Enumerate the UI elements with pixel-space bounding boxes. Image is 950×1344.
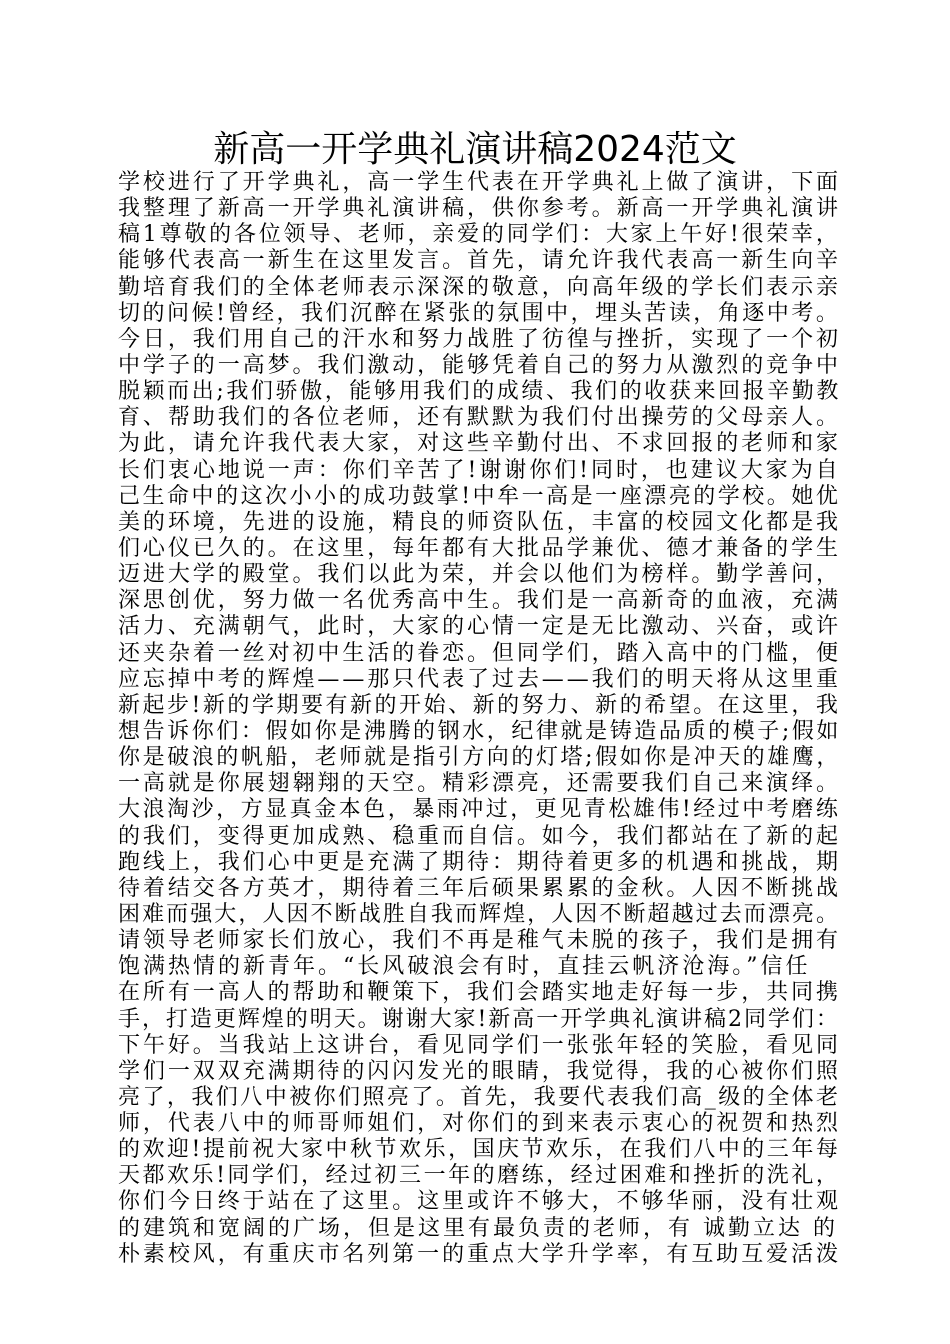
body-text-line: 师，代表八中的师哥师姐们，对你们的到来表示衷心的祝贺和热烈 [118, 1111, 841, 1137]
body-text-line: 朴素校风，有重庆市名列第一的重点大学升学率，有互助互爱活泼 [118, 1241, 841, 1267]
body-text-line: 能够代表高一新生在这里发言。首先，请允许我代表高一新生向辛 [118, 248, 841, 274]
body-text-line: 学校进行了开学典礼，高一学生代表在开学典礼上做了演讲，下面 [118, 170, 841, 195]
body-text-line: 应忘掉中考的辉煌——那只代表了过去——我们的明天将从这里重 [118, 666, 841, 692]
body-text-line: 的建筑和宽阔的广场，但是这里有最负责的老师，有 诚勤立达 的 [118, 1215, 838, 1241]
body-text-line: 手，打造更辉煌的明天。谢谢大家!新高一开学典礼演讲稿2同学们： [118, 1006, 840, 1032]
document-body [118, 170, 842, 1268]
body-text-line: 天都欢乐!同学们，经过初三一年的磨练，经过困难和挫折的洗礼， [118, 1163, 841, 1189]
body-text-line: 育、帮助我们的各位老师，还有默默为我们付出操劳的父母亲人。 [118, 405, 841, 431]
body-text-line: 新起步!新的学期要有新的开始、新的努力、新的希望。在这里，我 [118, 692, 841, 718]
body-text-line: 待着结交各方英才，期待着三年后硕果累累的金秋。人因不断挑战 [118, 875, 841, 901]
body-text-line: 在所有一高人的帮助和鞭策下，我们会踏实地走好每一步，共同携 [118, 980, 841, 1006]
body-text-line: 的我们，变得更加成熟、稳重而自信。如今，我们都站在了新的起 [118, 823, 841, 849]
body-text-line: 想告诉你们：假如你是沸腾的钢水，纪律就是铸造品质的模子;假如 [118, 718, 842, 744]
body-text-line: 你是破浪的帆船，老师就是指引方向的灯塔;假如你是冲天的雄鹰， [118, 745, 842, 771]
body-text-line: 今日，我们用自己的汗水和努力战胜了彷徨与挫折，实现了一个初 [118, 326, 841, 352]
body-text-line: 大浪淘沙，方显真金本色，暴雨冲过，更见青松雄伟!经过中考磨练 [118, 797, 841, 823]
body-text-line: 的欢迎!提前祝大家中秋节欢乐，国庆节欢乐，在我们八中的三年每 [118, 1137, 841, 1163]
body-text-line: 中学子的一高梦。我们激动，能够凭着自己的努力从激烈的竞争中 [118, 352, 841, 378]
body-text-line: 请领导老师家长们放心，我们不再是稚气未脱的孩子，我们是拥有 [118, 928, 841, 954]
body-text-line: 迈进大学的殿堂。我们以此为荣，并会以他们为榜样。勤学善问， [118, 562, 841, 588]
document-title: 新高一开学典礼演讲稿2024范文 [213, 129, 737, 170]
body-text-line: 稿1尊敬的各位领导、老师，亲爱的同学们：大家上午好!很荣幸， [118, 222, 841, 248]
body-text-line: 长们衷心地说一声：你们辛苦了!谢谢你们!同时，也建议大家为自 [118, 457, 841, 483]
body-text-line: 还夹杂着一丝对初中生活的眷恋。但同学们，踏入高中的门槛，便 [118, 640, 841, 666]
body-text-line: 一高就是你展翅翱翔的天空。精彩漂亮，还需要我们自己来演绎。 [118, 771, 841, 797]
body-text-line: 们心仪已久的。在这里，每年都有大批品学兼优、德才兼备的学生 [118, 535, 841, 561]
body-text-line: 深思创优，努力做一名优秀高中生。我们是一高新奇的血液，充满 [118, 588, 841, 614]
body-text-line: 活力、充满朝气，此时，大家的心情一定是无比激动、兴奋，或许 [118, 614, 841, 640]
body-text-line: 勤培育我们的全体老师表示深深的敬意，向高年级的学长们表示亲 [118, 274, 841, 300]
body-text-line: 饱满热情的新青年。“长风破浪会有时，直挂云帆济沧海。”信任 [118, 954, 811, 980]
body-text-line: 跑线上，我们心中更是充满了期待：期待着更多的机遇和挑战，期 [118, 849, 841, 875]
body-text-line: 己生命中的这次小小的成功鼓掌!中牟一高是一座漂亮的学校。她优 [118, 483, 841, 509]
body-text-line: 切的问候!曾经，我们沉醉在紧张的氛围中，埋头苦读，角逐中考。 [118, 300, 841, 326]
body-text-line: 亮了，我们八中被你们照亮了。首先，我要代表我们高_级的全体老 [118, 1084, 841, 1110]
body-text-line: 学们一双双充满期待的闪闪发光的眼睛，我觉得，我的心被你们照 [118, 1058, 841, 1084]
body-text-line: 困难而强大，人因不断战胜自我而辉煌，人因不断超越过去而漂亮。 [118, 901, 841, 927]
body-text-line: 我整理了新高一开学典礼演讲稿，供你参考。新高一开学典礼演讲 [118, 196, 841, 222]
body-text-line: 你们今日终于站在了这里。这里或许不够大，不够华丽，没有壮观 [118, 1189, 841, 1215]
body-text-line: 下午好。当我站上这讲台，看见同学们一张张年轻的笑脸，看见同 [118, 1032, 841, 1058]
body-text-line: 脱颖而出;我们骄傲，能够用我们的成绩、我们的收获来回报辛勤教 [118, 379, 842, 405]
body-text-line: 为此，请允许我代表大家，对这些辛勤付出、不求回报的老师和家 [118, 431, 841, 457]
body-text-line: 美的环境，先进的设施，精良的师资队伍，丰富的校园文化都是我 [118, 509, 841, 535]
